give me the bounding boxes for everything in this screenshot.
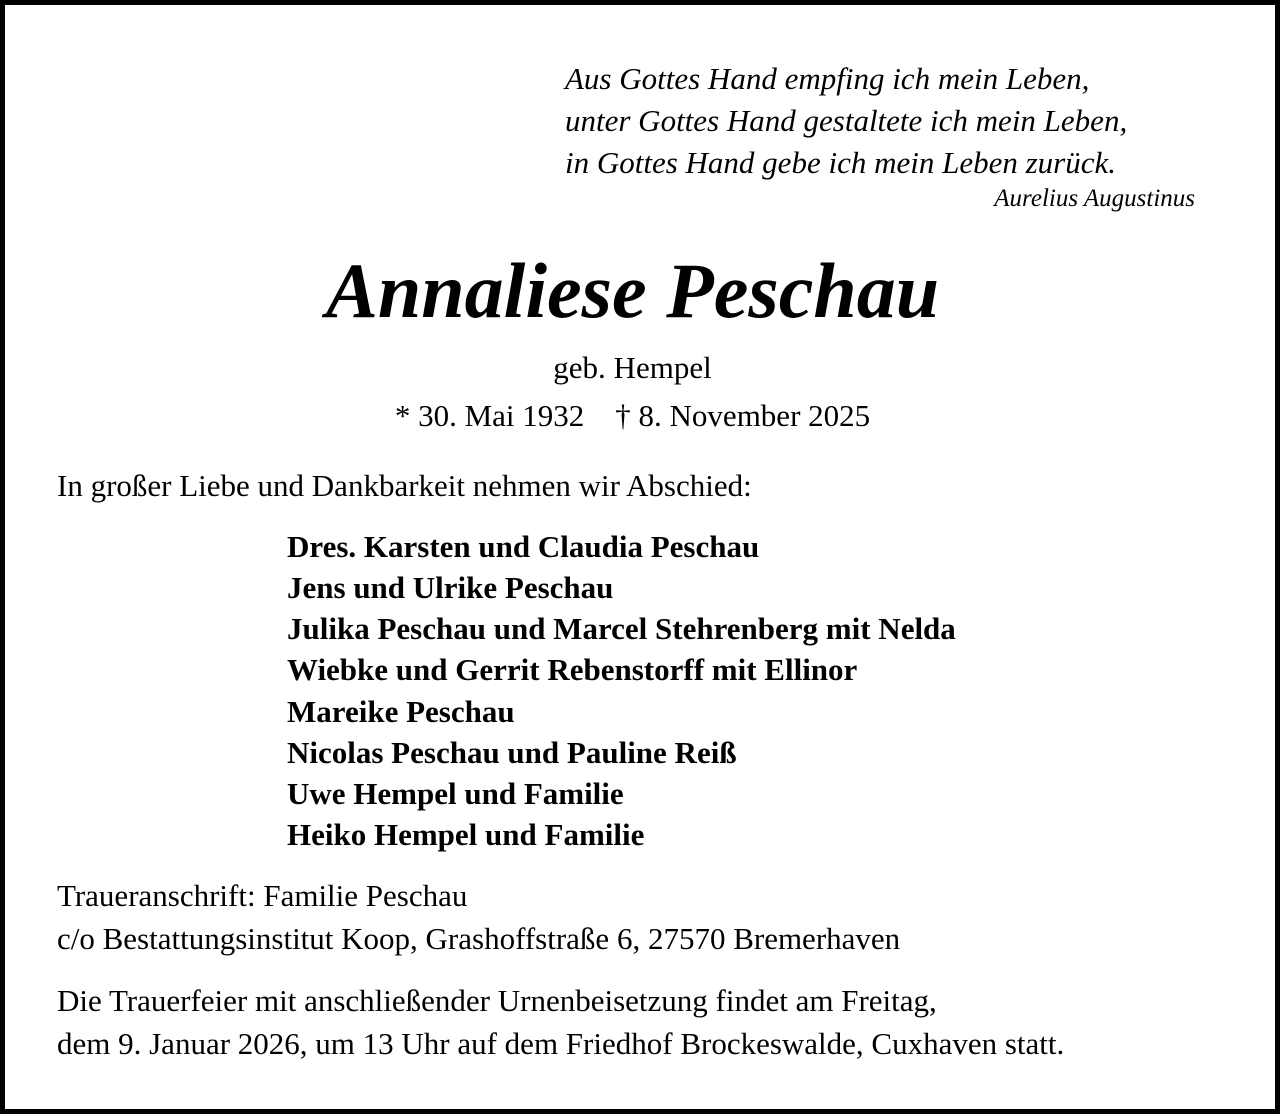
family-member: Mareike Peschau [287, 694, 515, 729]
family-member: Nicolas Peschau und Pauline Reiß [287, 735, 737, 770]
family-member: Uwe Hempel und Familie [287, 776, 624, 811]
ceremony-line: Die Trauerfeier mit anschließender Urnenbeisetzung findet am Freitag, [57, 983, 937, 1018]
quote-line: Aus Gottes Hand empfing ich mein Leben, [565, 61, 1090, 96]
quote-line: unter Gottes Hand gestaltete ich mein Leben, [565, 103, 1128, 138]
quote-line: in Gottes Hand gebe ich mein Leben zurück. [565, 145, 1116, 180]
family-member: Jens und Ulrike Peschau [287, 570, 614, 605]
quote-author: Aurelius Augustinus [994, 185, 1195, 212]
life-dates: * 30. Mai 1932 † 8. November 2025 [394, 398, 871, 433]
ceremony-line: dem 9. Januar 2026, um 13 Uhr auf dem Friedhof Brockeswalde, Cuxhaven statt. [57, 1026, 1065, 1061]
family-member: Dres. Karsten und Claudia Peschau [287, 529, 760, 564]
intro-text: In großer Liebe und Dankbarkeit nehmen wir Abschied: [57, 468, 752, 503]
family-member: Julika Peschau und Marcel Stehrenberg mit Nelda [287, 611, 956, 646]
address-line: Traueranschrift: Familie Peschau [57, 878, 468, 913]
deceased-name: Annaliese Peschau [325, 247, 940, 334]
family-member: Heiko Hempel und Familie [287, 817, 645, 852]
family-member: Wiebke und Gerrit Rebenstorff mit Ellinor [287, 652, 858, 687]
address-line: c/o Bestattungsinstitut Koop, Grashoffstraße 6, 27570 Bremerhaven [57, 921, 901, 956]
birth-name: geb. Hempel [553, 350, 712, 385]
